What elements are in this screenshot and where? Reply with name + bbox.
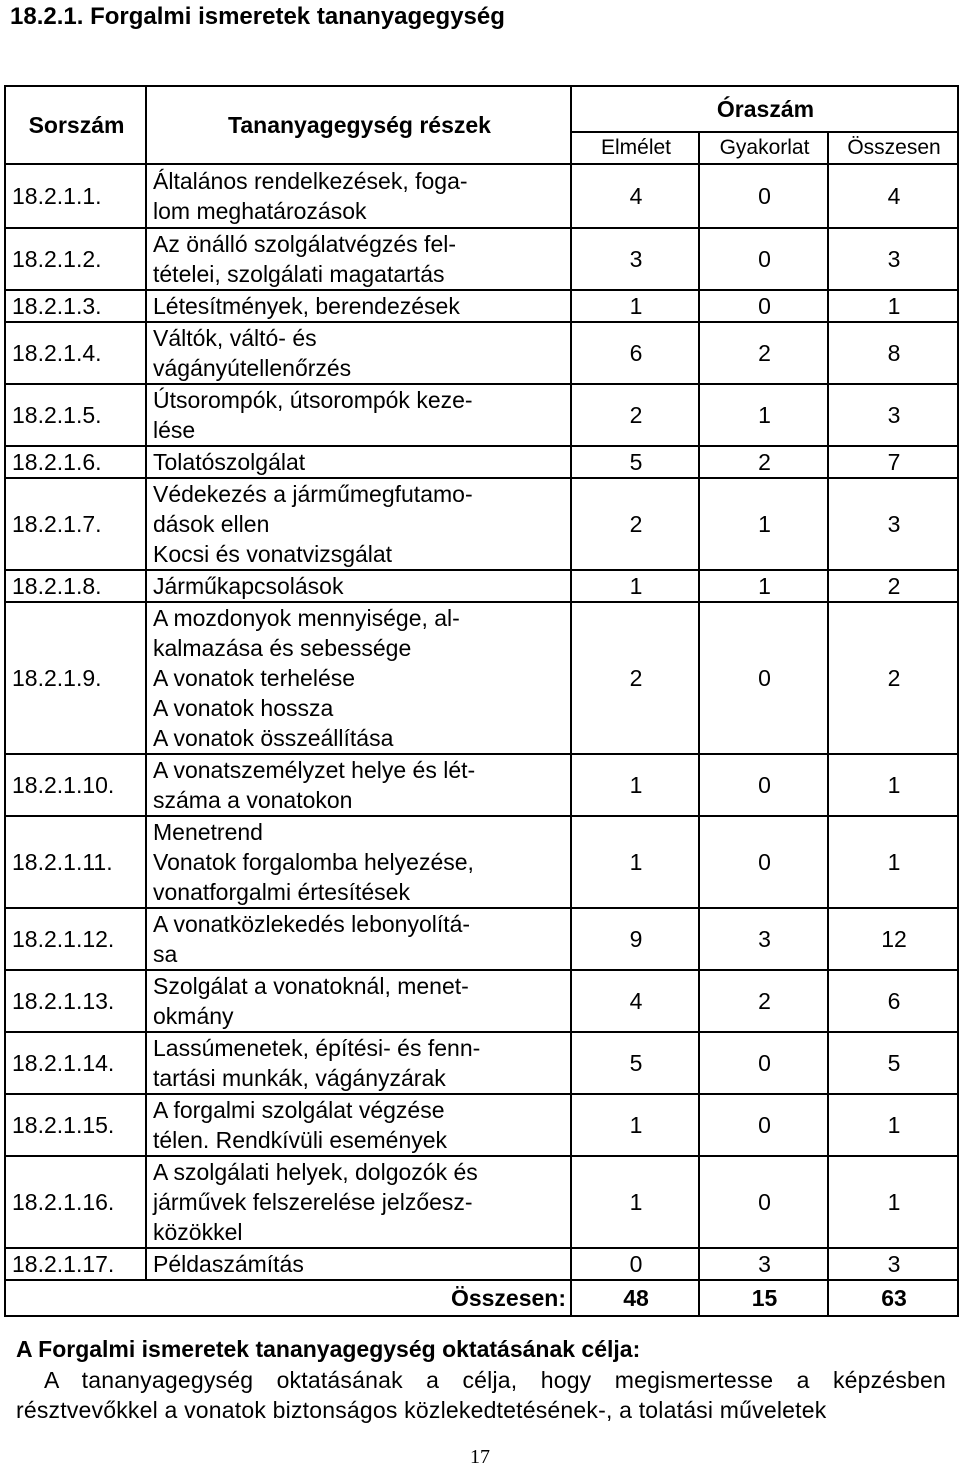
row-title: A vonatszemélyzet helye és lét- száma a vonatokon — [146, 754, 571, 816]
row-gyakorlat: 1 — [699, 384, 828, 446]
row-gyakorlat: 0 — [699, 816, 828, 908]
row-gyakorlat: 2 — [699, 970, 828, 1032]
row-osszesen: 6 — [828, 970, 958, 1032]
header-oraszam: Óraszám — [571, 86, 958, 132]
aim-text: A tananyagegység oktatásának a célja, hogy megismertesse a képzésben résztvevőkkel a vonatok biztonságos közlekedtetésének-, a tolatási műveletek — [16, 1367, 946, 1423]
table-row — [5, 290, 958, 322]
row-gyakorlat: 0 — [699, 164, 828, 228]
row-elmelet: 1 — [571, 1094, 699, 1156]
row-osszesen: 1 — [828, 290, 958, 322]
row-gyakorlat: 0 — [699, 228, 828, 290]
header-sorszam: Sorszám — [5, 86, 146, 164]
row-title: A forgalmi szolgálat végzése télen. Rendkívüli események — [146, 1094, 571, 1156]
table-row — [5, 478, 958, 570]
row-elmelet: 6 — [571, 322, 699, 384]
row-osszesen: 12 — [828, 908, 958, 970]
row-code: 18.2.1.11. — [5, 816, 146, 908]
row-osszesen: 3 — [828, 384, 958, 446]
row-osszesen: 3 — [828, 1248, 958, 1280]
row-title: Menetrend Vonatok forgalomba helyezése, vonatforgalmi értesítések — [146, 816, 571, 908]
row-title: Járműkapcsolások — [146, 570, 571, 602]
table-row — [5, 602, 958, 754]
table-row — [5, 970, 958, 1032]
row-title: A vonatközlekedés lebonyolítá- sa — [146, 908, 571, 970]
row-gyakorlat: 3 — [699, 1248, 828, 1280]
row-title: Példaszámítás — [146, 1248, 571, 1280]
row-title: Létesítmények, berendezések — [146, 290, 571, 322]
row-osszesen: 1 — [828, 754, 958, 816]
row-gyakorlat: 2 — [699, 322, 828, 384]
row-osszesen: 7 — [828, 446, 958, 478]
row-code: 18.2.1.1. — [5, 164, 146, 228]
row-title: Általános rendelkezések, foga- lom meghatározások — [146, 164, 571, 228]
row-osszesen: 2 — [828, 570, 958, 602]
row-osszesen: 1 — [828, 1094, 958, 1156]
row-code: 18.2.1.12. — [5, 908, 146, 970]
table-row — [5, 446, 958, 478]
row-title: Szolgálat a vonatoknál, menet- okmány — [146, 970, 571, 1032]
aim-title: A Forgalmi ismeretek tananyagegység oktatásának célja: — [16, 1336, 641, 1362]
row-gyakorlat: 0 — [699, 1156, 828, 1248]
row-elmelet: 1 — [571, 570, 699, 602]
curriculum-rows — [5, 164, 958, 1280]
row-elmelet: 2 — [571, 384, 699, 446]
row-osszesen: 3 — [828, 478, 958, 570]
row-code: 18.2.1.2. — [5, 228, 146, 290]
row-elmelet: 1 — [571, 1156, 699, 1248]
row-elmelet: 5 — [571, 446, 699, 478]
row-title: Védekezés a járműmegfutamo- dások ellen Kocsi és vonatvizsgálat — [146, 478, 571, 570]
row-osszesen: 1 — [828, 1156, 958, 1248]
row-elmelet: 5 — [571, 1032, 699, 1094]
row-title: A mozdonyok mennyisége, al- kalmazása és sebessége A vonatok terhelése A vonatok hossza A vonatok összeállítása — [146, 602, 571, 754]
row-title: Útsorompók, útsorompók keze- lése — [146, 384, 571, 446]
curriculum-table — [4, 85, 959, 1317]
row-elmelet: 4 — [571, 164, 699, 228]
page-number: 17 — [470, 1446, 490, 1468]
row-title: Váltók, váltó- és vágányútellenőrzés — [146, 322, 571, 384]
row-gyakorlat: 0 — [699, 602, 828, 754]
row-gyakorlat: 1 — [699, 570, 828, 602]
row-elmelet: 1 — [571, 816, 699, 908]
row-osszesen: 1 — [828, 816, 958, 908]
table-row — [5, 1094, 958, 1156]
table-row — [5, 164, 958, 228]
row-osszesen: 4 — [828, 164, 958, 228]
row-title: A szolgálati helyek, dolgozók és járművek felszerelése jelzőesz- közökkel — [146, 1156, 571, 1248]
row-elmelet: 1 — [571, 290, 699, 322]
header-elmelet: Elmélet — [571, 132, 699, 164]
row-code: 18.2.1.5. — [5, 384, 146, 446]
row-osszesen: 3 — [828, 228, 958, 290]
row-elmelet: 4 — [571, 970, 699, 1032]
header-gyakorlat: Gyakorlat — [699, 132, 828, 164]
row-code: 18.2.1.14. — [5, 1032, 146, 1094]
table-row — [5, 1032, 958, 1094]
row-code: 18.2.1.4. — [5, 322, 146, 384]
row-osszesen: 8 — [828, 322, 958, 384]
row-elmelet: 3 — [571, 228, 699, 290]
total-elmelet: 48 — [571, 1280, 699, 1316]
row-gyakorlat: 0 — [699, 1094, 828, 1156]
row-code: 18.2.1.3. — [5, 290, 146, 322]
row-gyakorlat: 1 — [699, 478, 828, 570]
row-gyakorlat: 0 — [699, 754, 828, 816]
row-code: 18.2.1.13. — [5, 970, 146, 1032]
total-row — [5, 1280, 958, 1316]
table-row — [5, 322, 958, 384]
row-code: 18.2.1.16. — [5, 1156, 146, 1248]
row-gyakorlat: 0 — [699, 1032, 828, 1094]
row-elmelet: 2 — [571, 478, 699, 570]
table-row — [5, 754, 958, 816]
total-gyakorlat: 15 — [699, 1280, 828, 1316]
row-code: 18.2.1.9. — [5, 602, 146, 754]
table-row — [5, 1248, 958, 1280]
row-osszesen: 2 — [828, 602, 958, 754]
total-osszesen: 63 — [828, 1280, 958, 1316]
table-row — [5, 384, 958, 446]
table-row — [5, 1156, 958, 1248]
row-elmelet: 1 — [571, 754, 699, 816]
row-osszesen: 5 — [828, 1032, 958, 1094]
row-elmelet: 0 — [571, 1248, 699, 1280]
row-code: 18.2.1.7. — [5, 478, 146, 570]
row-code: 18.2.1.6. — [5, 446, 146, 478]
row-elmelet: 9 — [571, 908, 699, 970]
row-code: 18.2.1.15. — [5, 1094, 146, 1156]
row-code: 18.2.1.10. — [5, 754, 146, 816]
row-title: Lassúmenetek, építési- és fenn- tartási munkák, vágányzárak — [146, 1032, 571, 1094]
row-title: Tolatószolgálat — [146, 446, 571, 478]
header-osszesen: Összesen — [828, 132, 958, 164]
row-title: Az önálló szolgálatvégzés fel- tételei, szolgálati magatartás — [146, 228, 571, 290]
table-row — [5, 228, 958, 290]
row-code: 18.2.1.8. — [5, 570, 146, 602]
section-heading: 18.2.1. Forgalmi ismeretek tananyagegység — [10, 3, 505, 30]
row-gyakorlat: 3 — [699, 908, 828, 970]
table-row — [5, 816, 958, 908]
table-row — [5, 570, 958, 602]
row-elmelet: 2 — [571, 602, 699, 754]
table-row — [5, 908, 958, 970]
row-gyakorlat: 2 — [699, 446, 828, 478]
row-gyakorlat: 0 — [699, 290, 828, 322]
header-reszek: Tananyagegység részek — [146, 86, 571, 164]
total-label: Összesen: — [5, 1280, 571, 1316]
row-code: 18.2.1.17. — [5, 1248, 146, 1280]
